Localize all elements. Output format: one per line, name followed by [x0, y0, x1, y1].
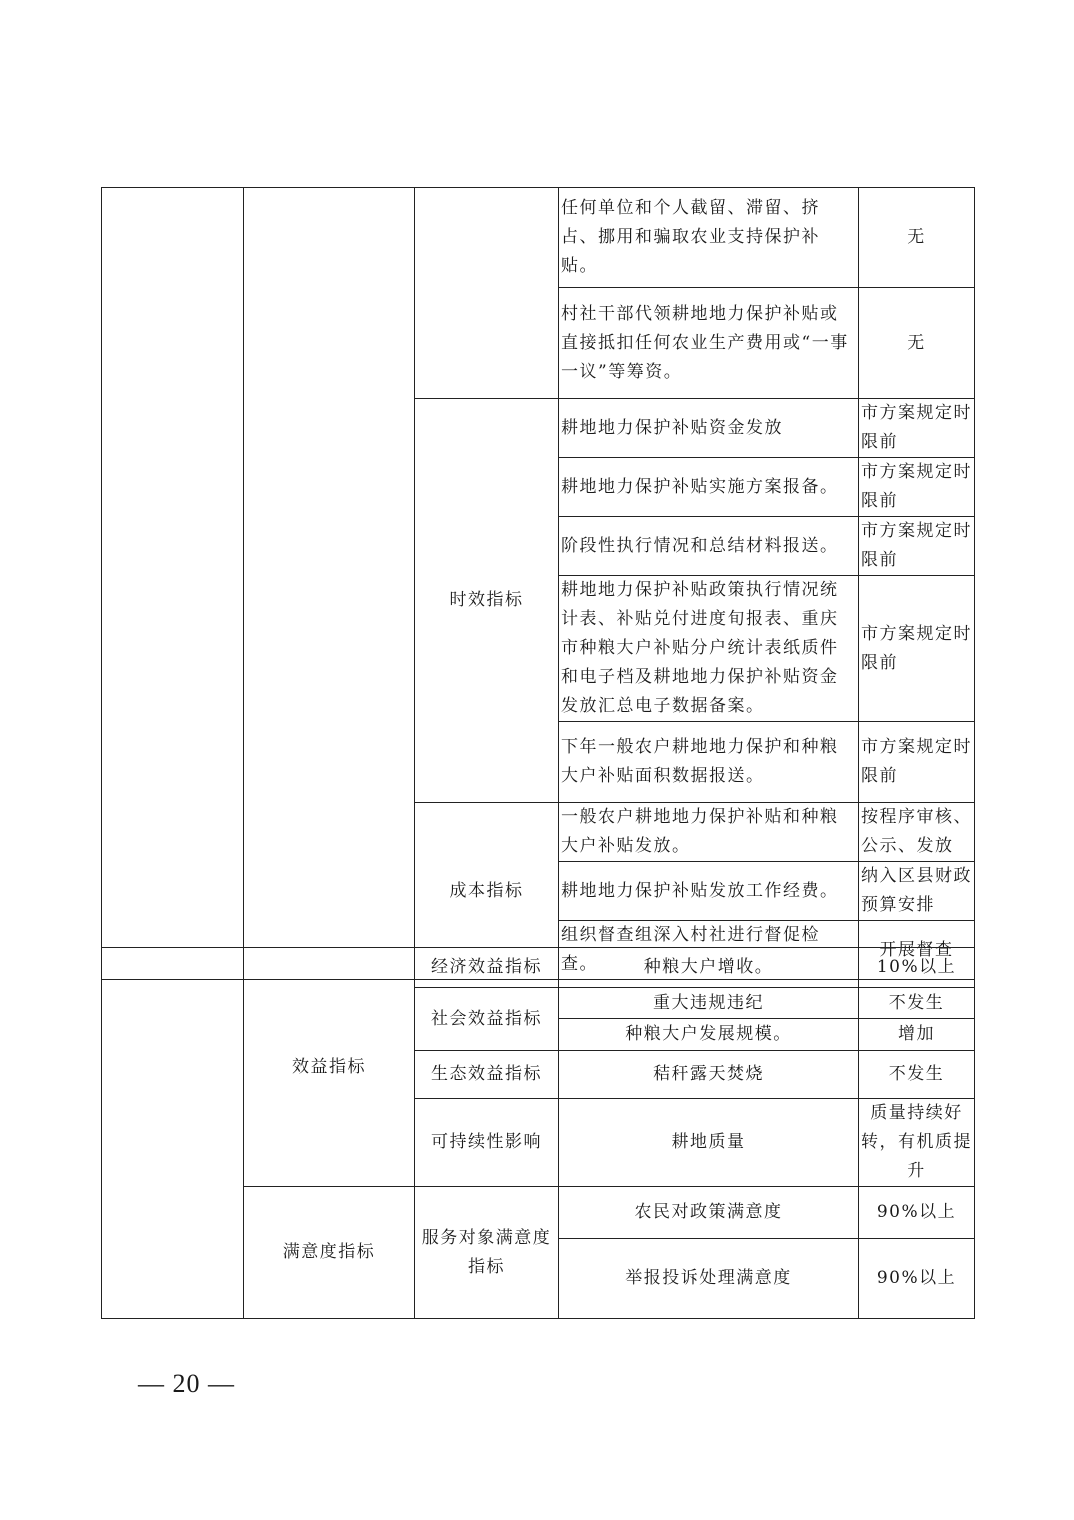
indicator-desc: 任何单位和个人截留、滞留、挤占、挪用和骗取农业支持保护补贴。: [559, 188, 859, 288]
indicator-value: 纳入区县财政预算安排: [859, 862, 975, 921]
indicator-value: 市方案规定时限前: [859, 458, 975, 517]
social-benefit-label: 社会效益指标: [415, 988, 559, 1051]
indicator-desc: 秸秆露天焚烧: [559, 1051, 859, 1099]
indicator-value: 市方案规定时限前: [859, 399, 975, 458]
satisfaction-indicator-label: 满意度指标: [244, 1187, 415, 1319]
indicator-desc: 耕地地力保护补贴实施方案报备。: [559, 458, 859, 517]
indicator-desc: 农民对政策满意度: [559, 1187, 859, 1239]
indicator-value: 增加: [859, 1019, 975, 1051]
indicator-value: 开展督查: [859, 921, 975, 980]
indicator-desc: 种粮大户发展规模。: [559, 1019, 859, 1051]
indicator-desc: 耕地地力保护补贴政策执行情况统计表、补贴兑付进度旬报表、重庆市种粮大户补贴分户统计表纸质件和电子档及耕地地力保护补贴资金发放汇总电子数据备案。: [559, 576, 859, 722]
performance-indicator-table-lower: [101, 947, 975, 1319]
indicator-value: 市方案规定时限前: [859, 517, 975, 576]
economic-benefit-label: 经济效益指标: [415, 948, 559, 988]
page-number: — 20 —: [138, 1369, 235, 1398]
level1-cell-blank: [102, 188, 244, 980]
level2-cell-blank: [244, 188, 415, 980]
level1-cell-blank: [102, 948, 244, 1319]
ecological-benefit-label: 生态效益指标: [415, 1051, 559, 1099]
indicator-desc: 下年一般农户耕地地力保护和种粮大户补贴面积数据报送。: [559, 722, 859, 803]
indicator-value: 不发生: [859, 988, 975, 1019]
table-row: [102, 948, 975, 988]
indicator-value: 10%以上: [859, 948, 975, 988]
indicator-desc: 阶段性执行情况和总结材料报送。: [559, 517, 859, 576]
indicator-value: 不发生: [859, 1051, 975, 1099]
table-row: [102, 188, 975, 288]
indicator-value: 无: [859, 288, 975, 399]
indicator-value: 90%以上: [859, 1239, 975, 1319]
indicator-value: 市方案规定时限前: [859, 576, 975, 722]
sustainable-impact-label: 可持续性影响: [415, 1099, 559, 1187]
indicator-desc: 一般农户耕地地力保护补贴和种粮大户补贴发放。: [559, 803, 859, 862]
indicator-desc: 耕地质量: [559, 1099, 859, 1187]
performance-indicator-table: [101, 187, 975, 980]
cost-indicator-label: 成本指标: [415, 803, 559, 980]
indicator-desc: 举报投诉处理满意度: [559, 1239, 859, 1319]
indicator-value: 90%以上: [859, 1187, 975, 1239]
indicator-desc: 耕地地力保护补贴发放工作经费。: [559, 862, 859, 921]
indicator-value: 按程序审核、公示、发放: [859, 803, 975, 862]
indicator-value: 质量持续好转，有机质提升: [859, 1099, 975, 1187]
indicator-desc: 村社干部代领耕地地力保护补贴或直接抵扣任何农业生产费用或“一事一议”等筹资。: [559, 288, 859, 399]
level3-cell-blank: [415, 188, 559, 399]
indicator-value: 市方案规定时限前: [859, 722, 975, 803]
indicator-desc: 组织督查组深入村社进行督促检查。: [559, 921, 859, 980]
benefit-indicator-label: 效益指标: [244, 948, 415, 1187]
indicator-desc: 耕地地力保护补贴资金发放: [559, 399, 859, 458]
timeliness-indicator-label: 时效指标: [415, 399, 559, 803]
indicator-value: 无: [859, 188, 975, 288]
service-satisfaction-label: 服务对象满意度指标: [415, 1187, 559, 1319]
indicator-desc: 重大违规违纪: [559, 988, 859, 1019]
indicator-desc: 种粮大户增收。: [559, 948, 859, 988]
